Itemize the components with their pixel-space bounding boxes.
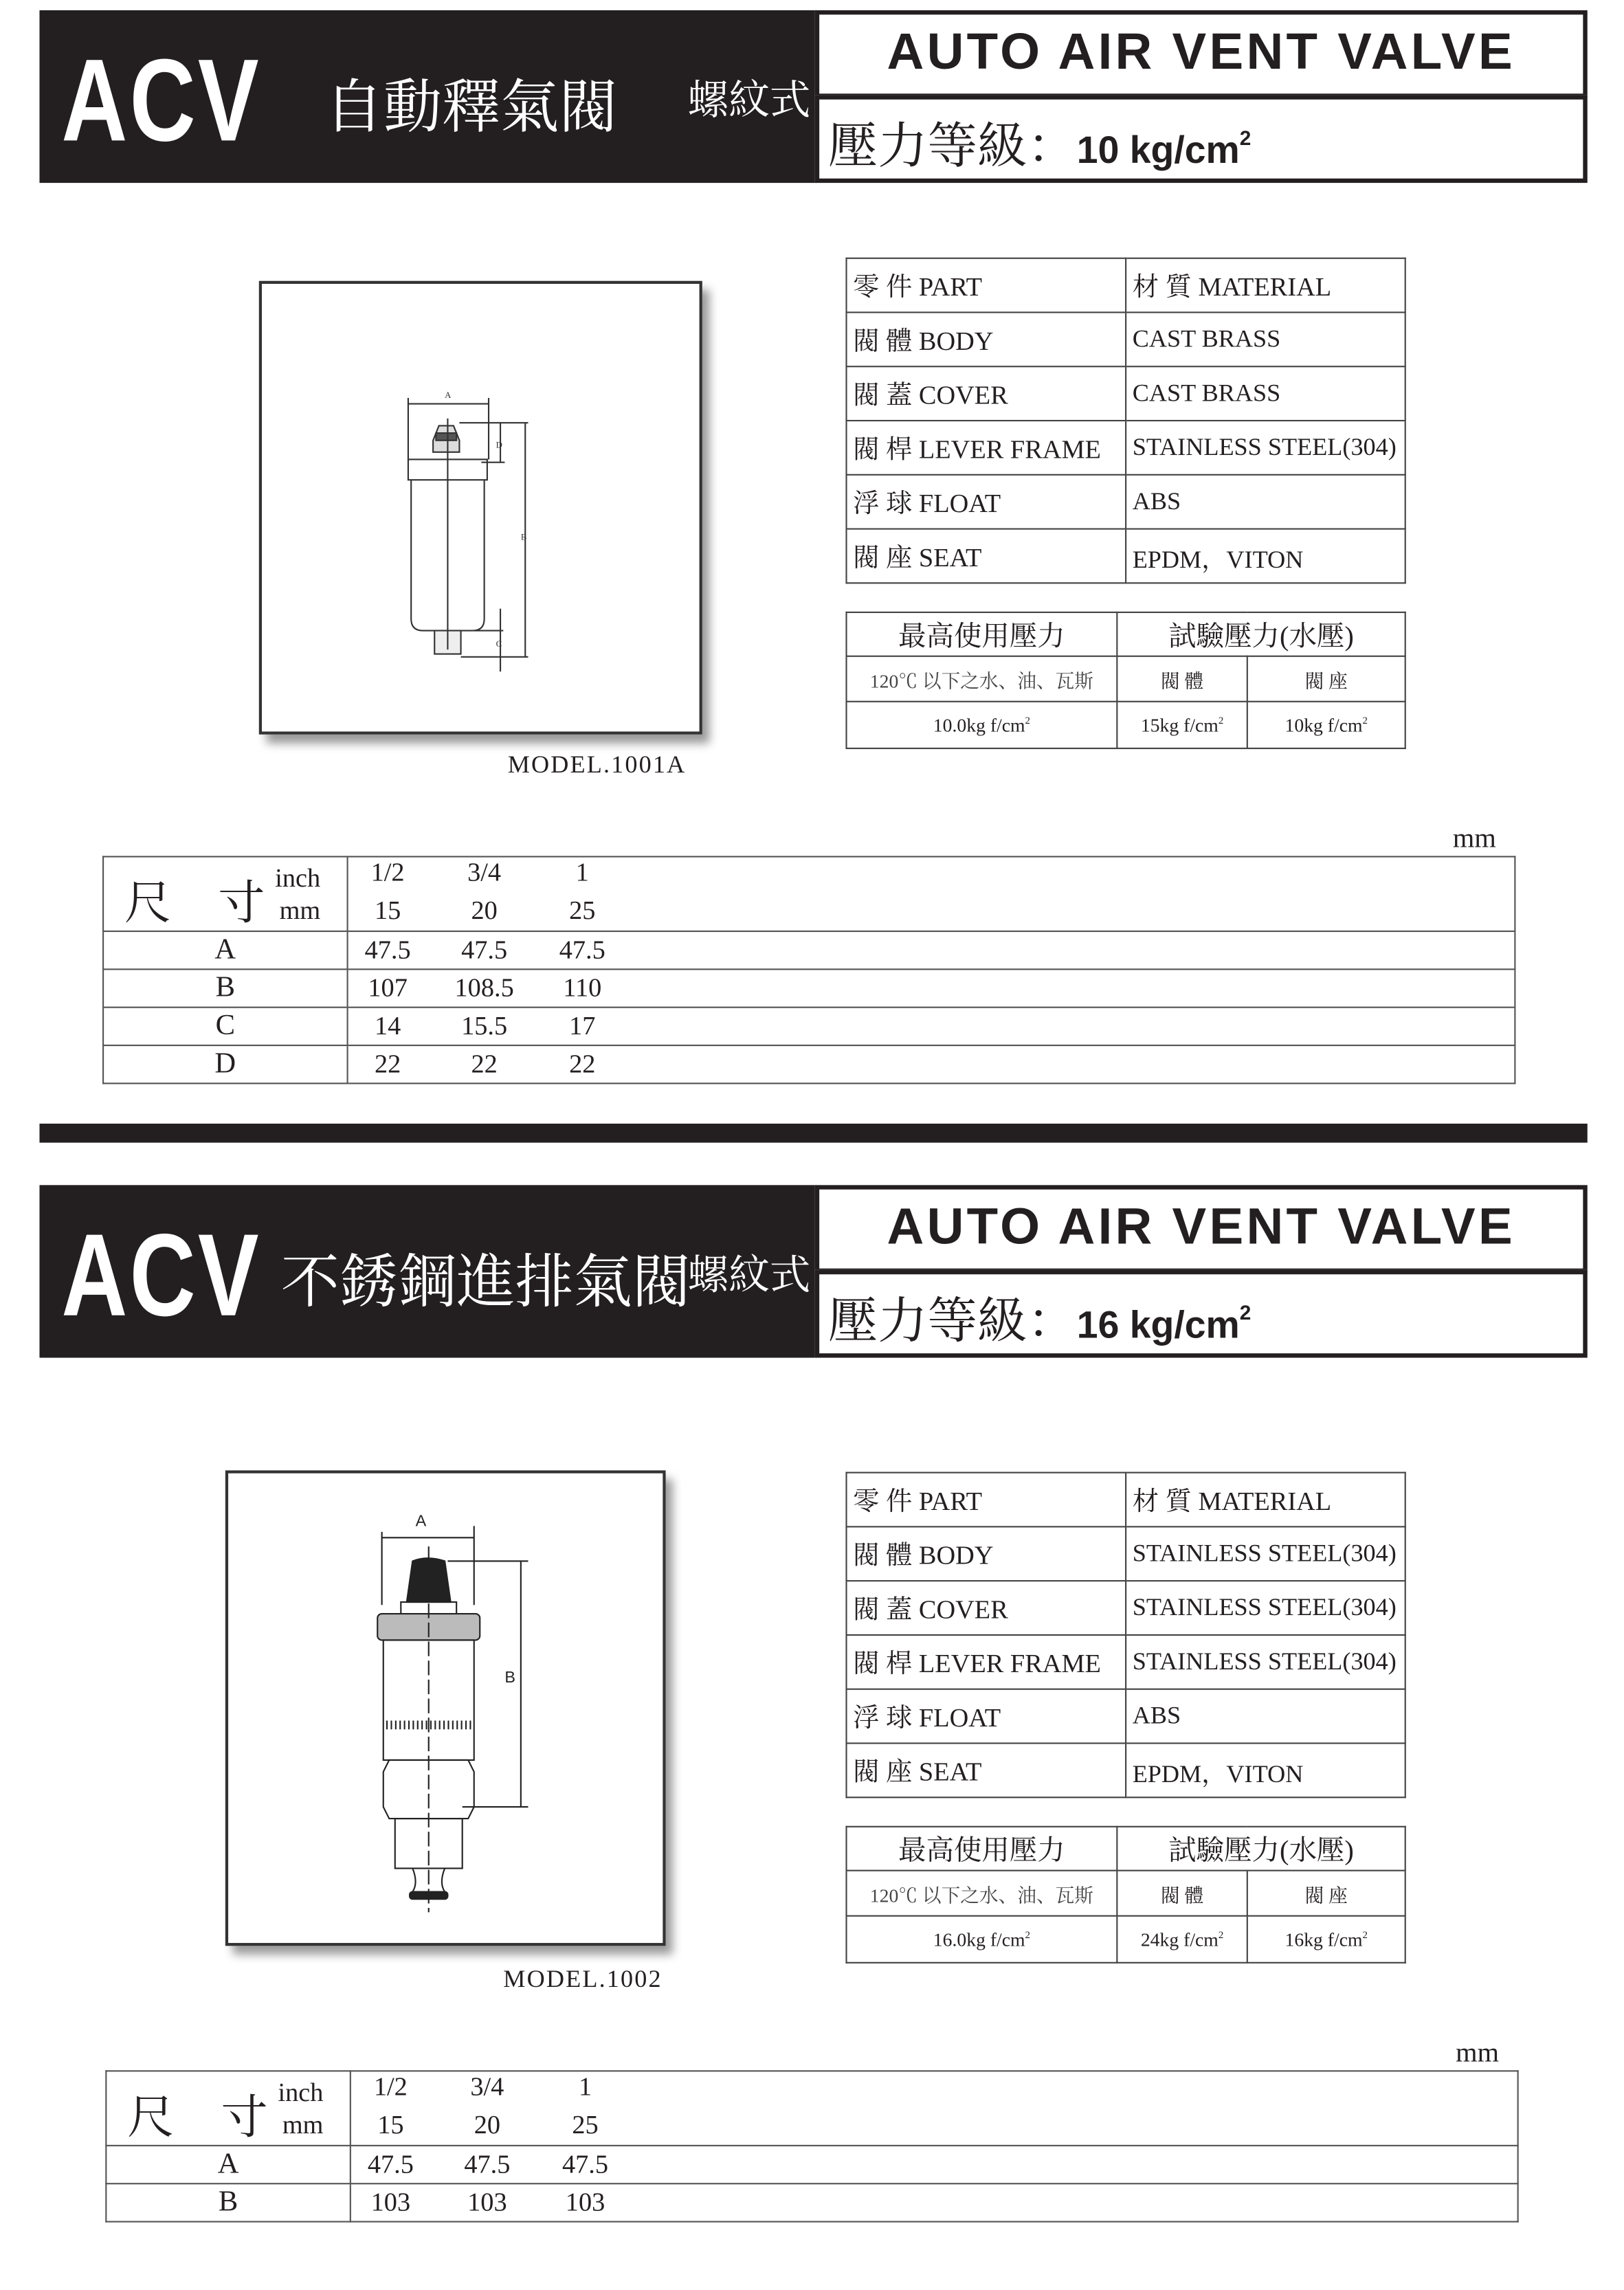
model-number: MODEL.1001A <box>507 751 687 779</box>
part-name: 閥 蓋 COVER <box>847 366 1126 421</box>
body-test-pressure <box>1117 702 1247 748</box>
size-mm: 15 <box>374 895 401 925</box>
table-row <box>847 1635 1405 1689</box>
unit-sup: 2 <box>1218 714 1224 726</box>
pressure-rating <box>819 100 1583 188</box>
dimension-value: 47.5 <box>364 935 411 964</box>
product-name-en: AUTO AIR VENT VALVE <box>887 23 1515 81</box>
pressure-rating-box <box>815 1270 1588 1358</box>
table-row <box>847 475 1405 529</box>
material-name: CAST BRASS <box>1126 366 1405 421</box>
size-mm: 25 <box>572 2109 599 2139</box>
dimensions-table <box>102 856 1515 1084</box>
dimension-value: 47.5 <box>559 935 605 964</box>
dimension-name: A <box>106 2146 351 2183</box>
body-test-pressure-text: 24kg f/cm <box>1140 1927 1219 1950</box>
size-mm: 20 <box>474 2109 501 2139</box>
product-name-zh: 不銹鋼進排氣閥 <box>280 1249 691 1317</box>
table-row <box>847 1581 1405 1635</box>
svg-text:C: C <box>496 638 502 649</box>
seat-test-pressure <box>1247 702 1405 748</box>
pressure-rating <box>819 1274 1583 1362</box>
material-header: 材 質 MATERIAL <box>1126 1473 1405 1527</box>
dimension-values <box>351 2146 1518 2183</box>
pressure-value: 16 kg/cm <box>1076 1302 1240 1347</box>
part-name: 閥 體 BODY <box>847 312 1126 366</box>
unit-label: mm <box>1452 823 1496 855</box>
seat-test-pressure-text: 10kg f/cm <box>1284 713 1363 735</box>
max-pressure-value-text: 16.0kg f/cm <box>933 1927 1025 1950</box>
table-row <box>103 969 1515 1007</box>
product-code: ACV <box>61 1210 261 1340</box>
unit-sup: 2 <box>1025 1928 1031 1941</box>
unit-sup: 2 <box>1362 1928 1368 1941</box>
material-name: STAINLESS STEEL(304) <box>1126 421 1405 475</box>
max-pressure-value <box>847 702 1117 748</box>
table-header-row <box>847 258 1405 313</box>
table-header-row <box>847 1473 1405 1527</box>
part-name: 閥 桿 LEVER FRAME <box>847 1635 1126 1689</box>
table-header-row <box>106 2071 1517 2146</box>
dimension-value: 103 <box>565 2187 605 2217</box>
dimension-name: B <box>106 2183 351 2221</box>
dimension-value: 103 <box>467 2187 507 2217</box>
mm-label: mm <box>279 895 321 925</box>
pressure-rating-box <box>815 95 1588 183</box>
body-test-pressure-text: 15kg f/cm <box>1140 713 1219 735</box>
material-header: 材 質 MATERIAL <box>1126 258 1405 313</box>
body-label: 閥 體 <box>1117 1871 1247 1916</box>
dimension-label: 尺 寸 <box>124 875 265 931</box>
unit-sup: 2 <box>1025 714 1031 726</box>
table-row <box>103 1045 1515 1083</box>
svg-text:B: B <box>504 1668 516 1687</box>
pressure-label: 壓力等級： <box>827 118 1077 177</box>
dimension-label-cell <box>106 2071 351 2146</box>
size-inch: 3/4 <box>470 2071 504 2101</box>
dimension-name: A <box>103 931 348 969</box>
svg-text:D: D <box>496 440 502 450</box>
part-name: 閥 體 BODY <box>847 1526 1126 1581</box>
table-row <box>847 421 1405 475</box>
pressure-table <box>845 612 1405 749</box>
dimension-values <box>348 1045 1515 1083</box>
size-inch: 3/4 <box>467 857 502 887</box>
pressure-sup: 2 <box>1239 126 1252 150</box>
mm-label: mm <box>282 2109 324 2139</box>
dimensions-table <box>105 2070 1518 2222</box>
dimension-value: 107 <box>368 972 408 1003</box>
table-row <box>847 612 1405 656</box>
product-name-zh: 自動釋氣閥 <box>324 74 618 142</box>
svg-text:A: A <box>415 1511 427 1530</box>
section-divider <box>39 1124 1587 1143</box>
dimension-value: 47.5 <box>561 2149 609 2179</box>
part-name: 閥 蓋 COVER <box>847 1581 1126 1635</box>
part-header: 零 件 PART <box>847 1473 1126 1527</box>
model-number: MODEL.1002 <box>503 1964 663 1993</box>
table-row <box>106 2146 1517 2183</box>
dimension-value: 108.5 <box>454 972 514 1003</box>
material-name: EPDM，VITON <box>1126 1743 1405 1797</box>
table-row <box>106 2183 1517 2221</box>
table-row <box>847 1743 1405 1797</box>
valve-diagram-icon <box>228 1474 669 1949</box>
valve-drawing <box>259 281 702 735</box>
thread-type: 螺紋式 <box>687 1251 811 1300</box>
size-inch: 1 <box>575 857 589 887</box>
table-row <box>847 656 1405 702</box>
part-header: 零 件 PART <box>847 258 1126 313</box>
dimension-value: 15.5 <box>461 1011 508 1041</box>
dimension-name: C <box>103 1008 348 1045</box>
max-pressure-header: 最高使用壓力 <box>847 612 1117 656</box>
dimension-values <box>351 2183 1518 2221</box>
test-pressure-header: 試驗壓力(水壓) <box>1117 1827 1405 1871</box>
size-header-cell <box>348 856 1515 931</box>
table-row <box>103 931 1515 969</box>
material-name: EPDM，VITON <box>1126 529 1405 583</box>
title-box <box>815 1185 1588 1273</box>
size-header-cell <box>351 2071 1518 2146</box>
table-row <box>847 1916 1405 1963</box>
inch-label: inch <box>275 863 321 893</box>
part-name: 浮 球 FLOAT <box>847 1689 1126 1744</box>
unit-sup: 2 <box>1362 714 1368 726</box>
materials-table <box>845 258 1405 584</box>
valve-diagram-icon <box>262 284 705 737</box>
material-name: CAST BRASS <box>1126 312 1405 366</box>
table-row <box>847 702 1405 748</box>
pressure-label: 壓力等級： <box>827 1292 1077 1351</box>
table-row <box>847 312 1405 366</box>
size-mm: 25 <box>569 895 596 925</box>
dimension-value: 47.5 <box>367 2149 414 2179</box>
dimension-label: 尺 寸 <box>127 2089 268 2145</box>
materials-table <box>845 1472 1405 1799</box>
dimension-value: 110 <box>563 972 602 1003</box>
seat-test-pressure-text: 16kg f/cm <box>1284 1927 1363 1950</box>
dimension-value: 17 <box>569 1011 596 1041</box>
dimension-value: 47.5 <box>461 935 508 964</box>
size-inch: 1/2 <box>370 857 405 887</box>
dimension-name: B <box>103 969 348 1007</box>
body-label: 閥 體 <box>1117 656 1247 702</box>
table-row <box>847 1871 1405 1916</box>
size-inch: 1 <box>578 2071 592 2101</box>
max-pressure-header: 最高使用壓力 <box>847 1827 1117 1871</box>
dimension-values <box>348 931 1515 969</box>
dimension-value: 14 <box>374 1011 401 1041</box>
size-inch: 1/2 <box>373 2071 408 2101</box>
inch-label: inch <box>278 2077 324 2107</box>
material-name: STAINLESS STEEL(304) <box>1126 1526 1405 1581</box>
medium-condition: 120℃ 以下之水、油、瓦斯 <box>847 656 1117 702</box>
material-name: ABS <box>1126 475 1405 529</box>
valve-drawing <box>225 1470 666 1946</box>
seat-test-pressure <box>1247 1916 1405 1963</box>
thread-type: 螺紋式 <box>687 76 811 124</box>
product-code: ACV <box>61 35 261 166</box>
size-mm: 20 <box>471 895 498 925</box>
max-pressure-value <box>847 1916 1117 1963</box>
table-row <box>847 1689 1405 1744</box>
medium-condition: 120℃ 以下之水、油、瓦斯 <box>847 1871 1117 1916</box>
part-name: 浮 球 FLOAT <box>847 475 1126 529</box>
max-pressure-value-text: 10.0kg f/cm <box>933 713 1025 735</box>
part-name: 閥 座 SEAT <box>847 1743 1126 1797</box>
dimension-value: 22 <box>374 1049 401 1078</box>
dimension-value: 103 <box>370 2187 411 2217</box>
dimension-values <box>348 969 1515 1007</box>
dimension-value: 47.5 <box>464 2149 511 2179</box>
part-name: 閥 座 SEAT <box>847 529 1126 583</box>
table-row <box>103 1008 1515 1045</box>
dimension-label-cell <box>103 856 348 931</box>
table-row <box>847 529 1405 583</box>
svg-text:A: A <box>445 390 452 401</box>
pressure-sup: 2 <box>1239 1300 1252 1324</box>
dimension-values <box>348 1008 1515 1045</box>
table-row <box>847 1526 1405 1581</box>
material-name: STAINLESS STEEL(304) <box>1126 1635 1405 1689</box>
table-row <box>847 1827 1405 1871</box>
table-row <box>847 366 1405 421</box>
seat-label: 閥 座 <box>1247 656 1405 702</box>
dimension-name: D <box>103 1045 348 1083</box>
body-test-pressure <box>1117 1916 1247 1963</box>
part-name: 閥 桿 LEVER FRAME <box>847 421 1126 475</box>
size-mm: 15 <box>377 2109 404 2139</box>
seat-label: 閥 座 <box>1247 1871 1405 1916</box>
product-name-en: AUTO AIR VENT VALVE <box>887 1198 1515 1256</box>
unit-label: mm <box>1456 2038 1500 2069</box>
pressure-value: 10 kg/cm <box>1076 127 1240 172</box>
material-name: ABS <box>1126 1689 1405 1744</box>
unit-sup: 2 <box>1218 1928 1224 1941</box>
svg-text:B: B <box>520 532 527 542</box>
material-name: STAINLESS STEEL(304) <box>1126 1581 1405 1635</box>
table-header-row <box>103 856 1515 931</box>
dimension-value: 22 <box>471 1049 498 1078</box>
test-pressure-header: 試驗壓力(水壓) <box>1117 612 1405 656</box>
title-box <box>815 10 1588 98</box>
dimension-value: 22 <box>569 1049 596 1078</box>
pressure-table <box>845 1826 1405 1964</box>
